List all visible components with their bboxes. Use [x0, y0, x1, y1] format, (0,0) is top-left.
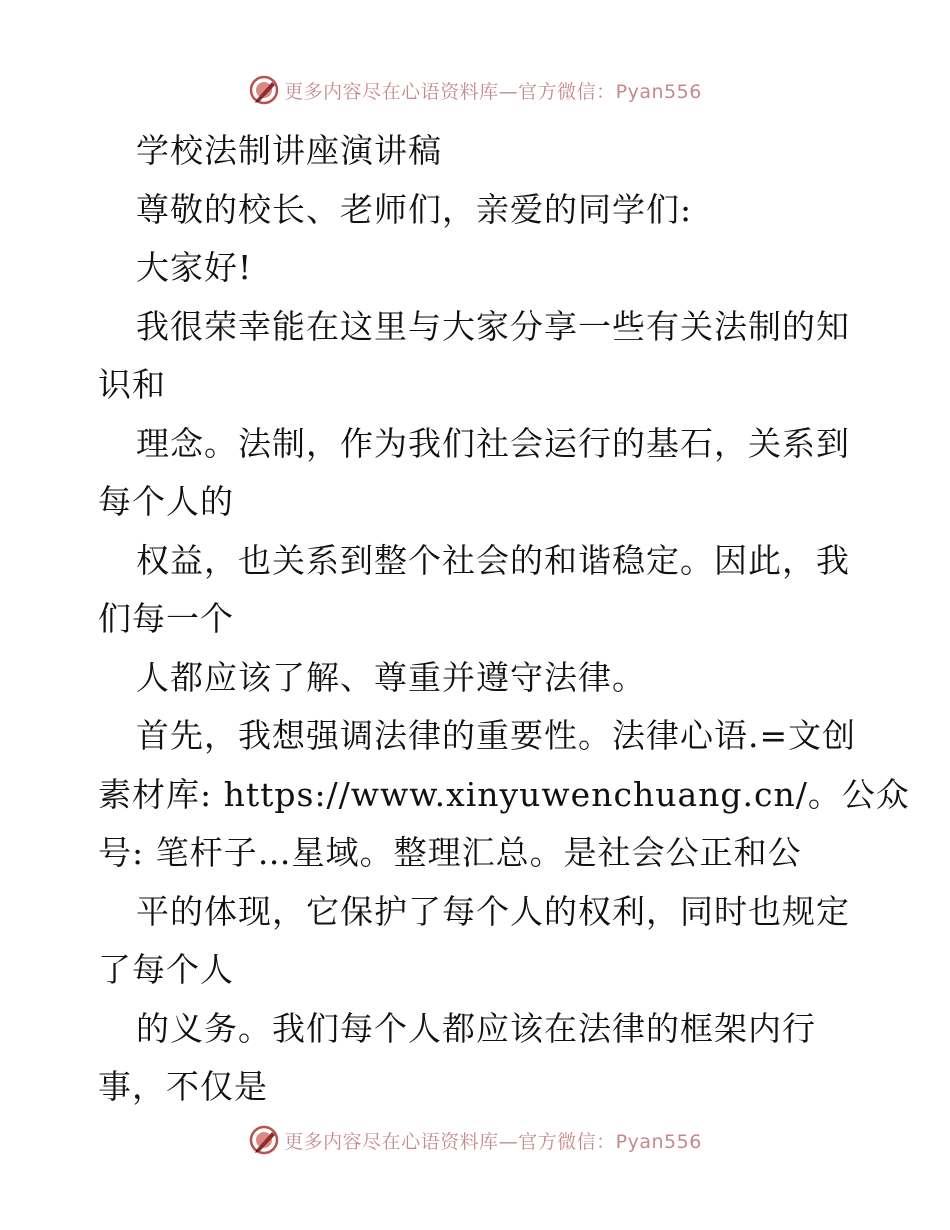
- paragraph-line: 识和: [98, 365, 166, 404]
- document-title: 学校法制讲座演讲稿: [136, 131, 442, 170]
- paragraph-line: 权益，也关系到整个社会的和谐稳定。因此，我: [136, 540, 850, 580]
- paragraph-line: 平的体现，它保护了每个人的权利，同时也规定: [136, 891, 850, 931]
- paragraph-line: 每个人的: [98, 482, 234, 521]
- footer-watermark-text: 更多内容尽在心语资料库—官方微信：Pyan556: [284, 1130, 702, 1153]
- paragraph-line: 的义务。我们每个人都应该在法律的框架内行: [136, 1008, 816, 1048]
- pen-logo-icon: [248, 74, 280, 106]
- paragraph-line: 事，不仅是: [98, 1067, 268, 1106]
- paragraph-line: 我很荣幸能在这里与大家分享一些有关法制的知: [136, 306, 850, 346]
- salutation: 尊敬的校长、老师们，亲爱的同学们:: [136, 189, 693, 229]
- paragraph-line: 们每一个: [98, 599, 234, 638]
- document-body: [98, 122, 910, 1117]
- greeting: 大家好!: [136, 248, 253, 287]
- footer-watermark-banner: [0, 1120, 950, 1160]
- header-watermark-banner: [0, 70, 950, 110]
- pen-logo-icon: [248, 1124, 280, 1156]
- paragraph-line: 首先，我想强调法律的重要性。法律心语.=文创: [136, 716, 857, 755]
- paragraph-line: 素材库: https://www.xinyuwenchuang.cn/。公众: [98, 774, 910, 814]
- paragraph-line: 号: 笔杆子…星域。整理汇总。是社会公正和公: [98, 833, 802, 872]
- paragraph-line: 了每个人: [98, 950, 234, 989]
- paragraph-line: 理念。法制，作为我们社会运行的基石，关系到: [136, 423, 850, 463]
- header-watermark-text: 更多内容尽在心语资料库—官方微信：Pyan556: [284, 80, 702, 103]
- paragraph-line: 人都应该了解、尊重并遵守法律。: [136, 657, 646, 697]
